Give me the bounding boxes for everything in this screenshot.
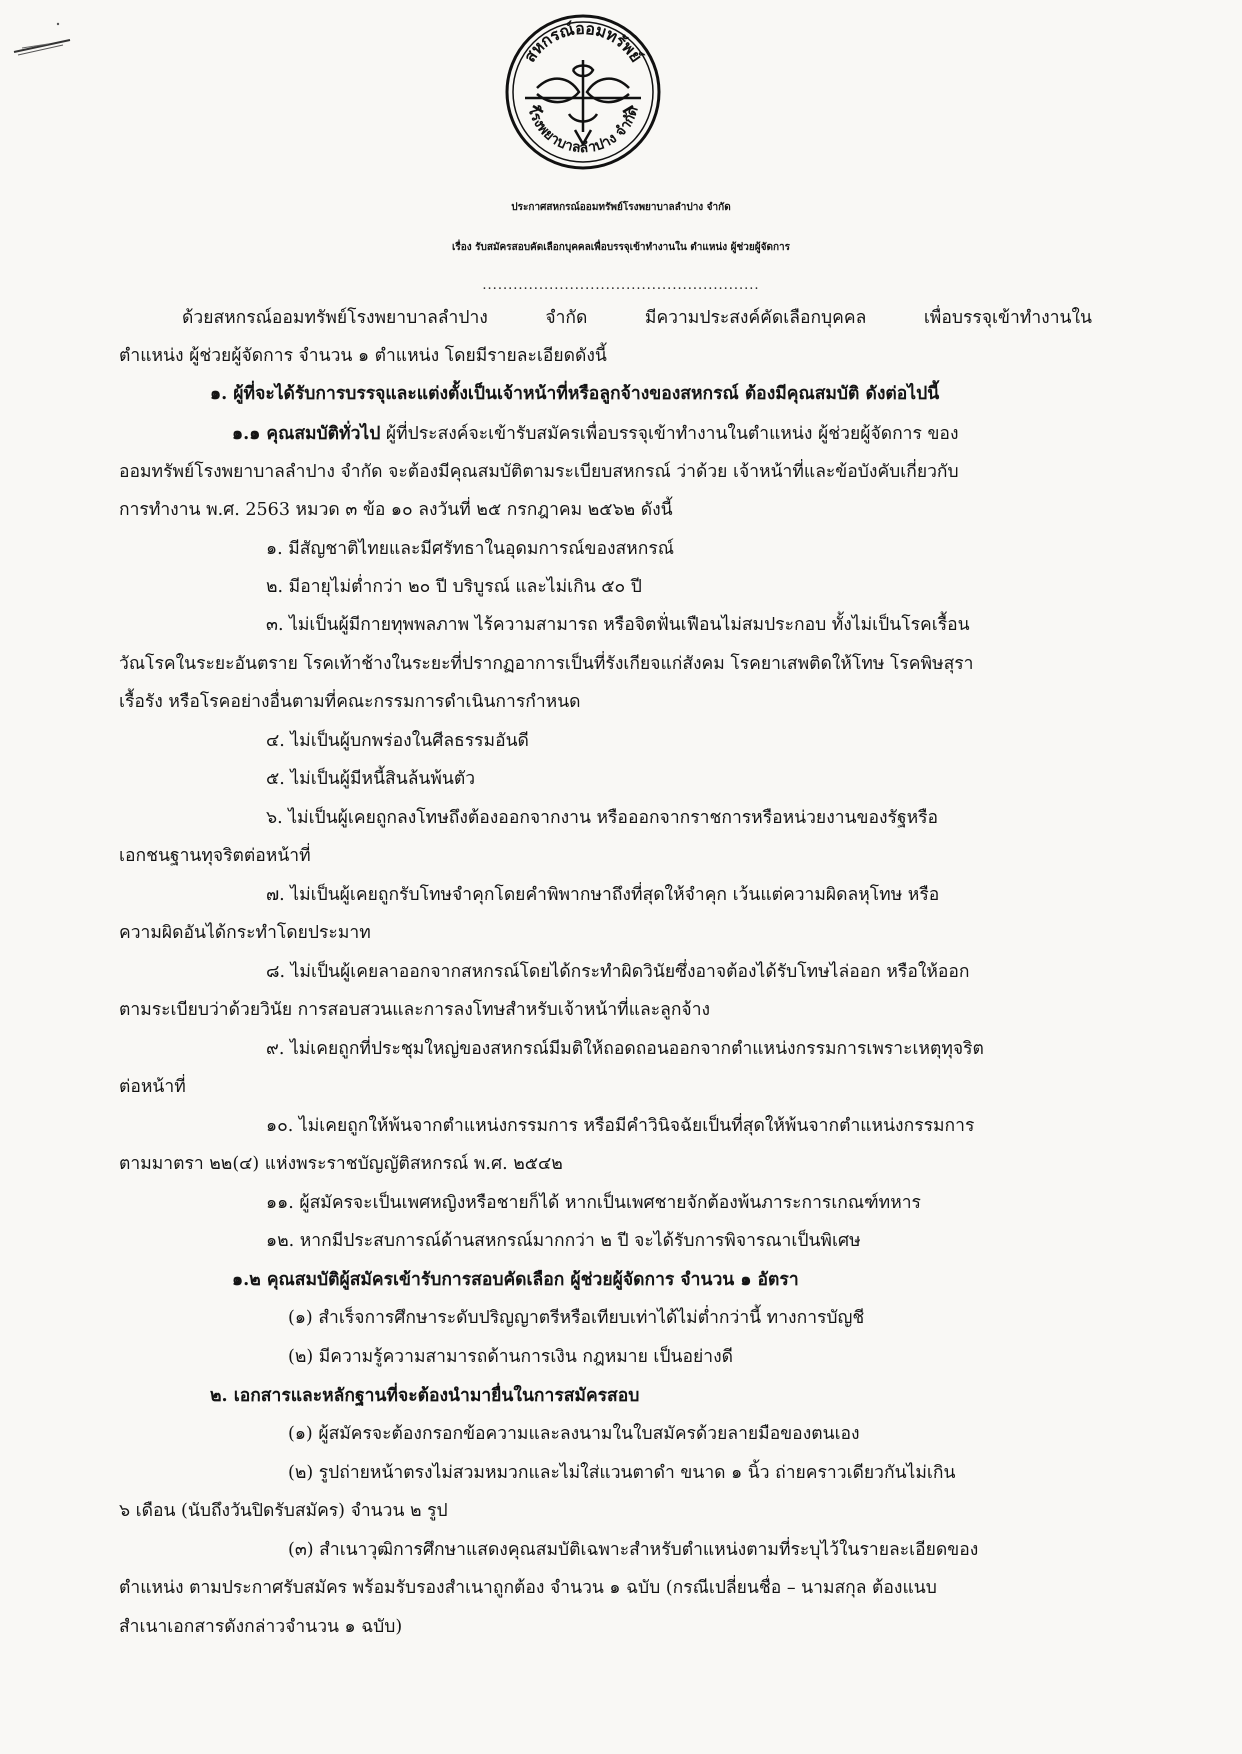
document-item-2-line-1: (๒) รูปถ่ายหน้าตรงไม่สวมหมวกและไม่ใส่แวนตาดำ ขนาด ๑ นิ้ว ถ่ายคราวเดียวกันไม่เกิน xyxy=(288,1463,956,1483)
qualification-7-line-1: ๗. ไม่เป็นผู้เคยถูกรับโทษจำคุกโดยคำพิพากษาถึงที่สุดให้จำคุก เว้นแต่ความผิดลหุโทษ หรือ xyxy=(266,885,940,905)
qualification-2: ๒. มีอายุไม่ต่ำกว่า ๒๐ ปี บริบูรณ์ และไม่เกิน ๕๐ ปี xyxy=(266,577,642,597)
section-1-1-line-3: การทำงาน พ.ศ. 2563 หมวด ๓ ข้อ ๑๐ ลงวันที่ ๒๕ กรกฎาคม ๒๕๖๒ ดังนี้ xyxy=(119,500,673,520)
document-item-3-line-3: สำเนาเอกสารดังกล่าวจำนวน ๑ ฉบับ) xyxy=(119,1617,403,1637)
qualification-7-line-2: ความผิดอันได้กระทำโดยประมาท xyxy=(119,923,371,943)
document-item-3-line-2: ตำแหน่ง ตามประกาศรับสมัคร พร้อมรับรองสำเนาถูกต้อง จำนวน ๑ ฉบับ (กรณีเปลี่ยนชื่อ – นามสกุล ต้องแนบ xyxy=(119,1578,937,1598)
qualification-12: ๑๒. หากมีประสบการณ์ด้านสหกรณ์มากกว่า ๒ ปี จะได้รับการพิจารณาเป็นพิเศษ xyxy=(266,1231,861,1251)
section-1-heading: ๑. ผู้ที่จะได้รับการบรรจุและแต่งตั้งเป็นเจ้าหน้าที่หรือลูกจ้างของสหกรณ์ ต้องมีคุณสมบัติ ดังต่อไปนี้ xyxy=(210,384,940,404)
qualification-3-line-1: ๓. ไม่เป็นผู้มีกายทุพพลภาพ ไร้ความสามารถ หรือจิตฟั่นเฟือนไม่สมประกอบ ทั้งไม่เป็นโรคเรื้อน xyxy=(266,615,970,635)
section-1-2-heading: ๑.๒ คุณสมบัติผู้สมัครเข้ารับการสอบคัดเลือก ผู้ช่วยผู้จัดการ จำนวน ๑ อัตรา xyxy=(232,1270,799,1290)
pen-scribble-mark xyxy=(8,18,78,68)
seal-top-text: สหกรณ์ออมทรัพย์ xyxy=(519,18,647,66)
qualification-6-line-1: ๖. ไม่เป็นผู้เคยถูกลงโทษถึงต้องออกจากงาน หรือออกจากราชการหรือหน่วยงานของรัฐหรือ xyxy=(266,808,939,828)
section-1-1-text: ผู้ที่ประสงค์จะเข้ารับสมัครเพื่อบรรจุเข้าทำงานในตำแหน่ง ผู้ช่วยผู้จัดการ ของ xyxy=(380,424,959,444)
qualification-4: ๔. ไม่เป็นผู้บกพร่องในศีลธรรมอันดี xyxy=(266,731,529,751)
cooperative-seal xyxy=(503,12,663,172)
section-2-heading: ๒. เอกสารและหลักฐานที่จะต้องนำมายื่นในการสมัครสอบ xyxy=(210,1386,640,1406)
qualification-3-line-2: วัณโรคในระยะอันตราย โรคเท้าช้างในระยะที่ปรากฏอาการเป็นที่รังเกียจแก่สังคม โรคยาเสพติดให้โทษ โรคพิษสุรา xyxy=(119,654,974,674)
dotted-separator: ...................................................... xyxy=(482,278,760,293)
qualification-9-line-1: ๙. ไม่เคยถูกที่ประชุมใหญ่ของสหกรณ์มีมติให้ถอดถอนออกจากตำแหน่งกรรมการเพราะเหตุทุจริต xyxy=(266,1039,984,1059)
qualification-5: ๕. ไม่เป็นผู้มีหนี้สินล้นพ้นตัว xyxy=(266,769,476,789)
document-item-1: (๑) ผู้สมัครจะต้องกรอกข้อความและลงนามในใบสมัครด้วยลายมือของตนเอง xyxy=(288,1424,860,1444)
qualification-8-line-2: ตามระเบียบว่าด้วยวินัย การสอบสวนและการลงโทษสำหรับเจ้าหน้าที่และลูกจ้าง xyxy=(119,1000,711,1020)
qualification-11: ๑๑. ผู้สมัครจะเป็นเพศหญิงหรือชายก็ได้ หากเป็นเพศชายจักต้องพ้นภาระการเกณฑ์ทหาร xyxy=(266,1193,921,1213)
qualification-6-line-2: เอกชนฐานทุจริตต่อหน้าที่ xyxy=(119,846,311,866)
announcement-title: ประกาศสหกรณ์ออมทรัพย์โรงพยาบาลลำปาง จำกัด xyxy=(511,202,731,213)
section-1-1-label: ๑.๑ คุณสมบัติทั่วไป xyxy=(232,424,381,444)
section-1-2-item-1: (๑) สำเร็จการศึกษาระดับปริญญาตรีหรือเทียบเท่าได้ไม่ต่ำกว่านี้ ทางการบัญชี xyxy=(288,1308,865,1328)
qualification-9-line-2: ต่อหน้าที่ xyxy=(119,1077,186,1097)
intro-line-2: ตำแหน่ง ผู้ช่วยผู้จัดการ จำนวน ๑ ตำแหน่ง โดยมีรายละเอียดดังนี้ xyxy=(119,346,607,366)
qualification-3-line-3: เรื้อรัง หรือโรคอย่างอื่นตามที่คณะกรรมการดำเนินการกำหนด xyxy=(119,692,581,712)
section-1-1-line-2: ออมทรัพย์โรงพยาบาลลำปาง จำกัด จะต้องมีคุณสมบัติตามระเบียบสหกรณ์ ว่าด้วย เจ้าหน้าที่และข้อบังคับเกี่ยวกับ xyxy=(119,462,959,482)
intro-line-1: ด้วยสหกรณ์ออมทรัพย์โรงพยาบาลลำปาง จำกัด มีความประสงค์คัดเลือกบุคคล เพื่อบรรจุเข้าทำงานใน xyxy=(182,308,1092,328)
qualification-1: ๑. มีสัญชาติไทยและมีศรัทธาในอุดมการณ์ของสหกรณ์ xyxy=(266,539,674,559)
qualification-10-line-1: ๑๐. ไม่เคยถูกให้พ้นจากตำแหน่งกรรมการ หรือมีคำวินิจฉัยเป็นที่สุดให้พ้นจากตำแหน่งกรรมการ xyxy=(266,1116,975,1136)
seal-bottom-text: โรงพยาบาลลำปาง จำกัด xyxy=(524,104,642,157)
section-1-2-item-2: (๒) มีความรู้ความสามารถด้านการเงิน กฎหมาย เป็นอย่างดี xyxy=(288,1347,733,1367)
svg-text:สหกรณ์ออมทรัพย์ xyxy=(520,19,646,66)
qualification-10-line-2: ตามมาตรา ๒๒(๔) แห่งพระราชบัญญัติสหกรณ์ พ.ศ. ๒๕๔๒ xyxy=(119,1154,563,1174)
announcement-subject: เรื่อง รับสมัครสอบคัดเลือกบุคคลเพื่อบรรจุเข้าทำงานใน ตำแหน่ง ผู้ช่วยผู้จัดการ xyxy=(451,242,791,253)
document-item-2-line-2: ๖ เดือน (นับถึงวันปิดรับสมัคร) จำนวน ๒ รูป xyxy=(119,1501,448,1521)
qualification-8-line-1: ๘. ไม่เป็นผู้เคยลาออกจากสหกรณ์โดยได้กระทำผิดวินัยซึ่งอาจต้องได้รับโทษไล่ออก หรือให้ออก xyxy=(266,962,970,982)
section-1-1-line-1 xyxy=(232,422,959,446)
document-item-3-line-1: (๓) สำเนาวุฒิการศึกษาแสดงคุณสมบัติเฉพาะสำหรับตำแหน่งตามที่ระบุไว้ในรายละเอียดของ xyxy=(288,1540,979,1560)
